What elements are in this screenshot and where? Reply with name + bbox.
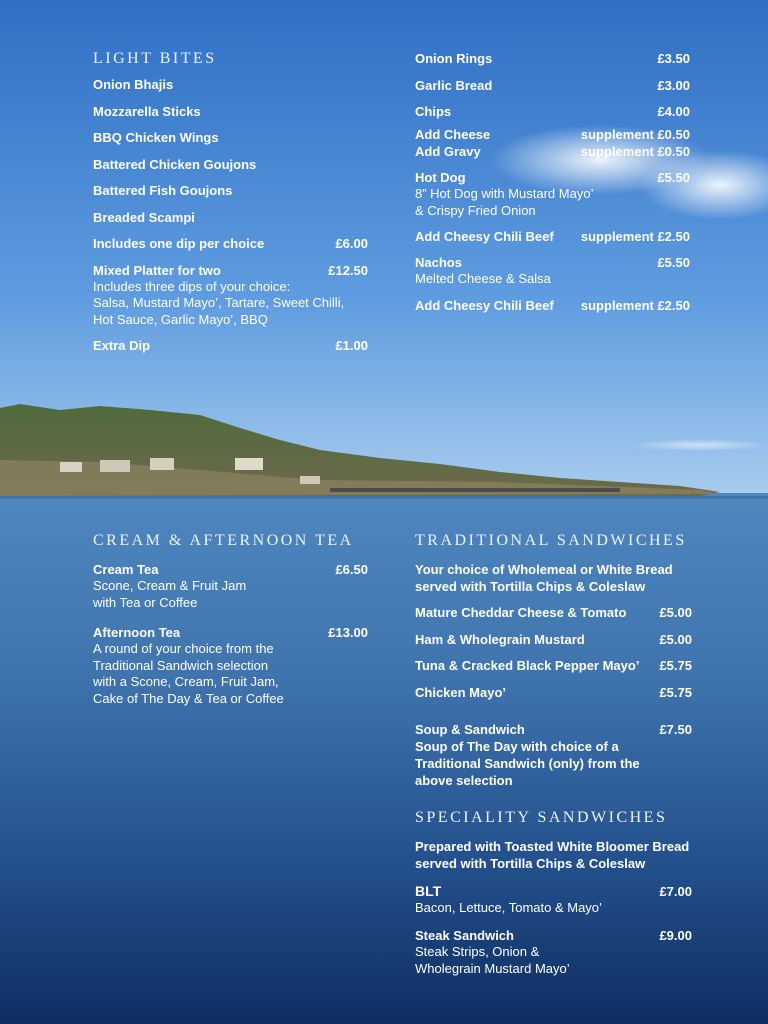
afternoon-tea-item: Afternoon Tea £13.00 A round of your choice from the Traditional Sandwich selection with a Scone, Cream, Fruit Jam, Cake of The Day & Tea or Coffee <box>93 625 368 706</box>
light-bites-heading: LIGHT BITES <box>93 50 217 67</box>
menu-item: BBQ Chicken Wings <box>93 130 219 145</box>
steak-sandwich-item: Steak Sandwich £9.00 Steak Strips, Onion & Wholegrain Mustard Mayo’ <box>415 928 692 976</box>
soup-sandwich-item: Soup & Sandwich £7.50 Soup of The Day with choice of a Traditional Sandwich (only) from the above selection <box>415 721 692 788</box>
hot-dog-item: Hot Dog £5.50 8” Hot Dog with Mustard Mayo’ & Crispy Fried Onion <box>415 170 690 218</box>
tea-heading: CREAM & AFTERNOON TEA <box>93 532 354 549</box>
extra-dip-row: Extra Dip £1.00 <box>93 338 368 353</box>
light-bites-section <box>93 50 368 354</box>
menu-item: Battered Chicken Goujons <box>93 156 257 172</box>
mixed-platter-item: Mixed Platter for two £12.50 Includes three dips of your choice: Salsa, Mustard Mayo’, Tartare, Sweet Chilli, Hot Sauce, Garlic Mayo’, BBQ <box>93 262 368 327</box>
menu-item: Onion Bhajis <box>93 77 174 92</box>
sandwich-row: Tuna & Cracked Black Pepper Mayo’ £5.75 <box>415 658 692 673</box>
onion-rings-row: Onion Rings £3.50 <box>415 51 690 66</box>
sandwiches-section <box>415 532 692 986</box>
hot-dog-add-row: Add Cheesy Chili Beef supplement £2.50 <box>415 229 690 244</box>
add-gravy-row: Add Gravy supplement £0.50 <box>415 144 690 159</box>
sandwich-row: Chicken Mayo’ £5.75 <box>415 684 692 700</box>
dip-note-row: Includes one dip per choice £6.00 <box>93 236 368 251</box>
traditional-heading: TRADITIONAL SANDWICHES <box>415 532 687 549</box>
nachos-item: Nachos £5.50 Melted Cheese & Salsa <box>415 255 690 286</box>
sandwich-row: Ham & Wholegrain Mustard £5.00 <box>415 631 692 647</box>
cream-tea-item: Cream Tea £6.50 Scone, Cream & Fruit Jam with Tea or Coffee <box>93 562 368 610</box>
menu-item: Breaded Scampi <box>93 209 195 225</box>
traditional-intro: Your choice of Wholemeal or White Bread served with Tortilla Chips & Coleslaw <box>415 562 673 594</box>
sides-section <box>415 50 690 314</box>
garlic-bread-row: Garlic Bread £3.00 <box>415 77 690 93</box>
tea-section <box>93 532 368 716</box>
menu-item: Mozzarella Sticks <box>93 103 201 119</box>
blt-item: BLT £7.00 Bacon, Lettuce, Tomato & Mayo’ <box>415 882 692 915</box>
nachos-add-row: Add Cheesy Chili Beef supplement £2.50 <box>415 297 690 313</box>
speciality-heading: SPECIALITY SANDWICHES <box>415 808 668 826</box>
speciality-intro: Prepared with Toasted White Bloomer Bread served with Tortilla Chips & Coleslaw <box>415 838 690 871</box>
add-cheese-row: Add Cheese supplement £0.50 <box>415 127 690 142</box>
sandwich-row: Mature Cheddar Cheese & Tomato £5.00 <box>415 605 692 620</box>
menu-item: Battered Fish Goujons <box>93 183 233 198</box>
chips-row: Chips £4.00 <box>415 104 690 119</box>
